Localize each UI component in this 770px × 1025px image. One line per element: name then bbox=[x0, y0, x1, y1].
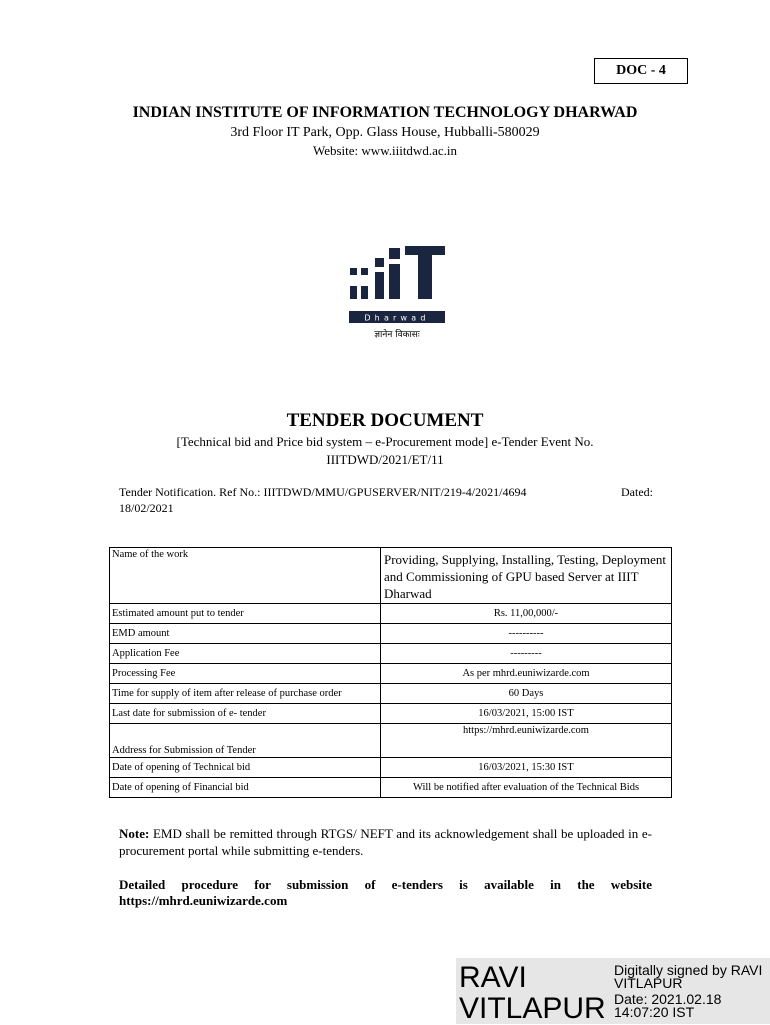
table-row bbox=[110, 624, 672, 644]
table-row bbox=[110, 704, 672, 724]
row-value: As per mhrd.euniwizarde.com bbox=[381, 664, 672, 684]
institute-website: Website: www.iiitdwd.ac.in bbox=[313, 143, 457, 158]
row-label: Processing Fee bbox=[110, 664, 381, 684]
emd-note bbox=[119, 825, 652, 859]
signature-date: Date: 2021.02.18 bbox=[614, 991, 722, 1007]
logo-bar bbox=[350, 286, 357, 299]
signature-details bbox=[614, 964, 770, 1019]
table-row bbox=[110, 644, 672, 664]
note-label: Note: bbox=[119, 826, 150, 841]
row-value: Will be notified after evaluation of the Technical Bids bbox=[381, 778, 672, 798]
table-row bbox=[110, 758, 672, 778]
logo-bar bbox=[361, 286, 368, 299]
table-row bbox=[110, 548, 672, 604]
tender-subtitle bbox=[0, 433, 770, 469]
row-label: Date of opening of Technical bid bbox=[110, 758, 381, 778]
row-value: Rs. 11,00,000/- bbox=[381, 604, 672, 624]
tender-reference bbox=[119, 484, 653, 516]
row-value: https://mhrd.euniwizarde.com bbox=[381, 724, 672, 758]
row-label: Address for Submission of Tender bbox=[110, 724, 381, 758]
row-value: ---------- bbox=[381, 624, 672, 644]
row-label: Name of the work bbox=[110, 548, 381, 604]
tender-title: TENDER DOCUMENT bbox=[286, 410, 484, 431]
row-value: --------- bbox=[381, 644, 672, 664]
iiit-dharwad-logo bbox=[346, 244, 446, 344]
logo-dot bbox=[389, 248, 400, 259]
dated-label: Dated: bbox=[621, 485, 653, 499]
logo-dot bbox=[375, 258, 384, 267]
logo-bar bbox=[375, 272, 384, 299]
logo-bar bbox=[389, 264, 400, 299]
tender-event-number: IIITDWD/2021/ET/11 bbox=[326, 452, 444, 467]
row-label: Estimated amount put to tender bbox=[110, 604, 381, 624]
tender-details-table bbox=[109, 547, 672, 798]
logo-dot bbox=[350, 268, 357, 275]
table-row bbox=[110, 684, 672, 704]
logo-t-stem bbox=[418, 246, 432, 299]
reference-number: Tender Notification. Ref No.: IIITDWD/MMU/GPUSERVER/NIT/219-4/2021/4694 bbox=[119, 485, 527, 499]
row-label: EMD amount bbox=[110, 624, 381, 644]
row-label: Time for supply of item after release of purchase order bbox=[110, 684, 381, 704]
tender-subtitle-line1: [Technical bid and Price bid system – e-Procurement mode] e-Tender Event No. bbox=[176, 434, 594, 449]
institute-name: INDIAN INSTITUTE OF INFORMATION TECHNOLOGY DHARWAD bbox=[132, 104, 638, 121]
signature-line2: VITLAPUR bbox=[614, 975, 683, 991]
institute-address: 3rd Floor IT Park, Opp. Glass House, Hubballi-580029 bbox=[230, 125, 540, 140]
logo-dot bbox=[361, 268, 368, 275]
table-row bbox=[110, 724, 672, 758]
signer-first-name: RAVI bbox=[459, 961, 527, 994]
signer-last-name: VITLAPUR bbox=[459, 992, 606, 1025]
signer-name bbox=[459, 962, 606, 1024]
row-value: 60 Days bbox=[381, 684, 672, 704]
procedure-text: Detailed procedure for submission of e-tenders is available in the website bbox=[119, 877, 652, 892]
row-label: Last date for submission of e- tender bbox=[110, 704, 381, 724]
row-label: Date of opening of Financial bid bbox=[110, 778, 381, 798]
doc-label: DOC - 4 bbox=[594, 58, 688, 84]
signature-time: 14:07:20 IST bbox=[614, 1004, 695, 1020]
digital-signature bbox=[456, 958, 770, 1024]
procedure-url: https://mhrd.euniwizarde.com bbox=[119, 893, 288, 908]
note-text: EMD shall be remitted through RTGS/ NEFT and its acknowledgement shall be uploaded in e-procurement portal while submitting e-tenders. bbox=[119, 826, 653, 858]
reference-date: 18/02/2021 bbox=[119, 501, 174, 515]
row-value: 16/03/2021, 15:30 IST bbox=[381, 758, 672, 778]
row-value: Providing, Supplying, Installing, Testing, Deployment and Commissioning of GPU based Server at IIIT Dharwad bbox=[381, 548, 672, 604]
logo-wordmark: Dharwad bbox=[364, 313, 430, 323]
table-row bbox=[110, 778, 672, 798]
signature-line1: Digitally signed by RAVI bbox=[614, 962, 763, 978]
table-row bbox=[110, 664, 672, 684]
logo-motto: ज्ञानेन विकासः bbox=[374, 330, 420, 340]
table-row bbox=[110, 604, 672, 624]
row-value: 16/03/2021, 15:00 IST bbox=[381, 704, 672, 724]
row-label: Application Fee bbox=[110, 644, 381, 664]
